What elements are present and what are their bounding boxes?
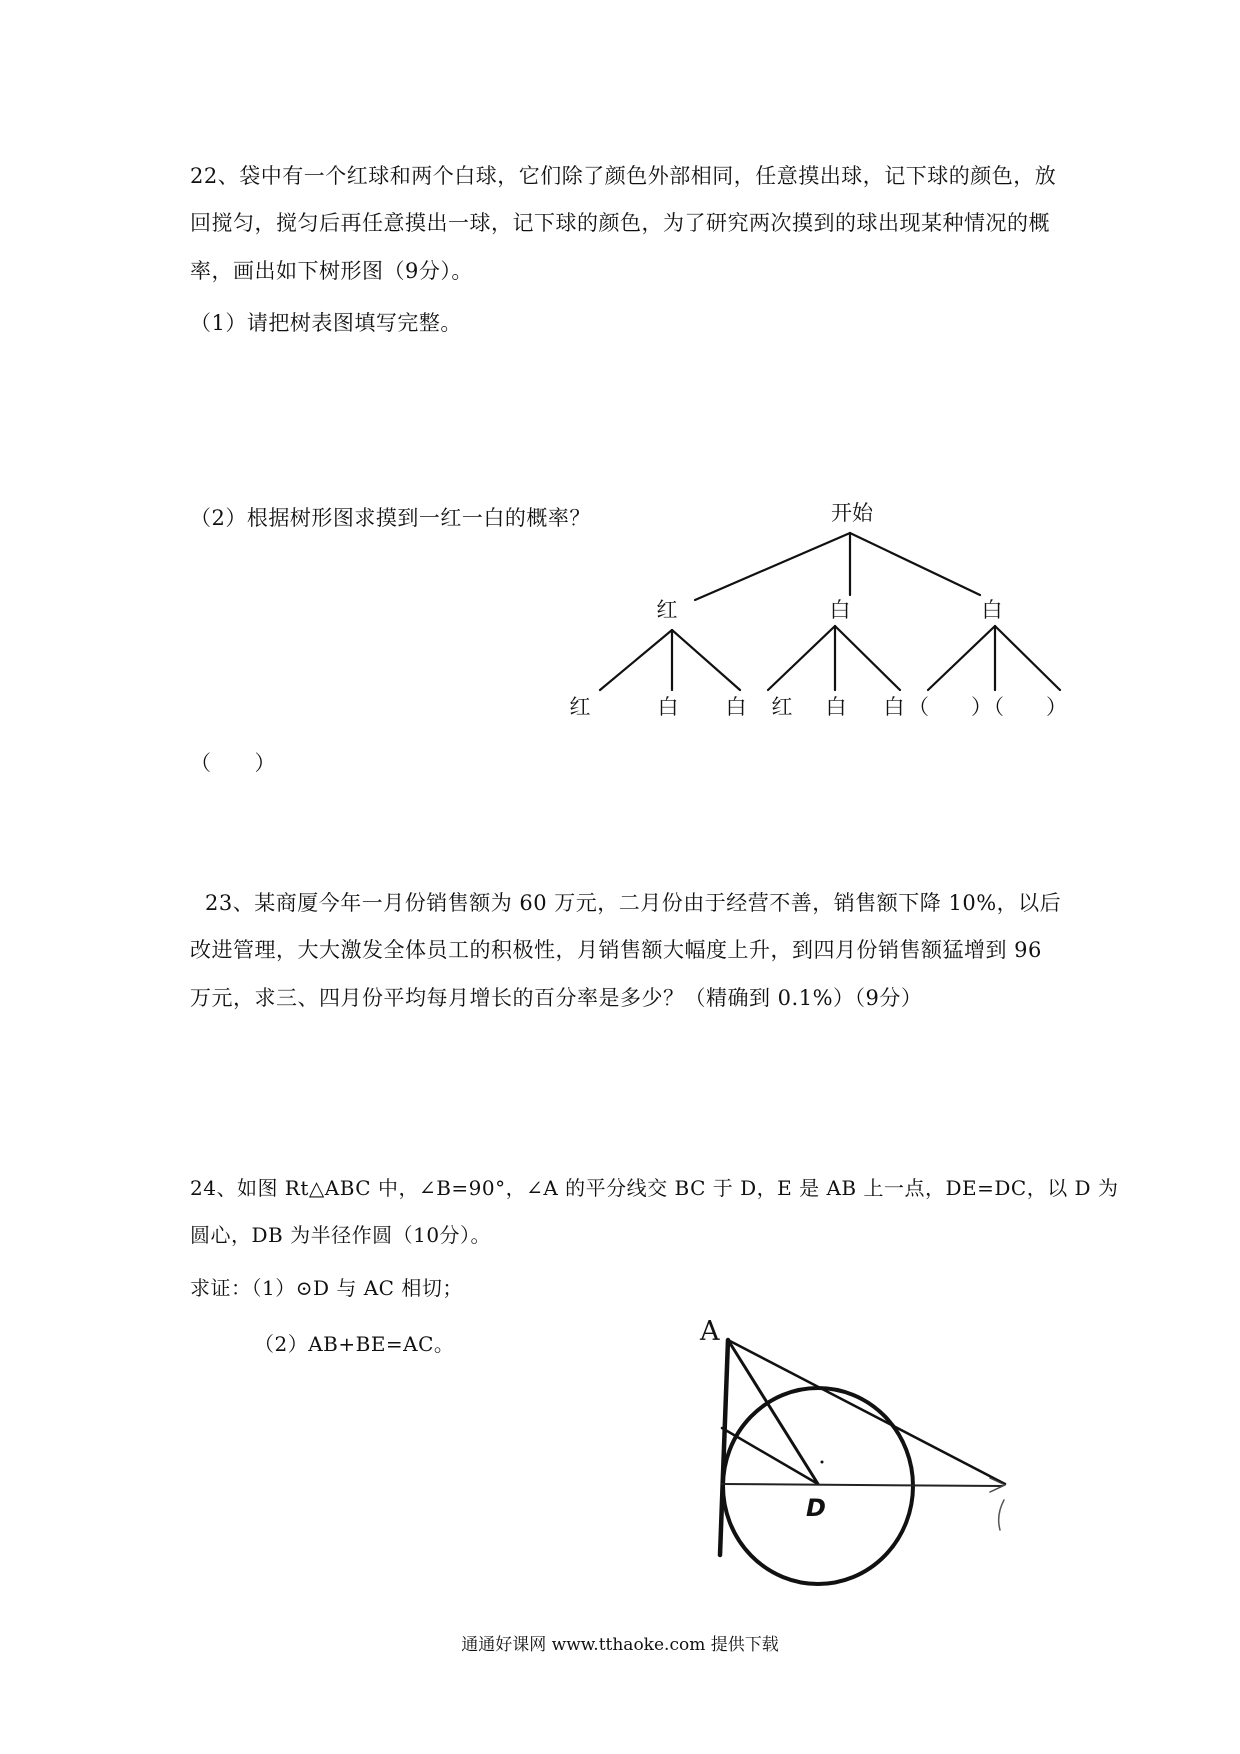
segment-bc <box>722 1484 1002 1486</box>
tree-level2-item: 白 <box>657 695 679 719</box>
tree-level2-blank: （ ） <box>983 695 1067 719</box>
q22-answer-blank: （ ） <box>190 751 276 775</box>
q22-line-3: 率，画出如下树形图（9分）。 <box>190 259 473 283</box>
q22-line-1: 22、袋中有一个红球和两个白球，它们除了颜色外部相同，任意摸出球，记下球的颜色，放 <box>190 164 1057 188</box>
tree-level1-item: 白 <box>981 598 1003 622</box>
tree-root: 开始 <box>831 501 873 525</box>
tree-level2-item: 白 <box>883 695 905 719</box>
q24-line-1: 24、如图 Rt△ABC 中，∠B=90°，∠A 的平分线交 BC 于 D，E 是 AB 上一点，DE=DC，以 D 为 <box>190 1176 1119 1200</box>
q23-line-3: 万元，求三、四月份平均每月增长的百分率是多少？（精确到 0.1%）（9分） <box>190 986 923 1010</box>
q22-part-2: （2）根据树形图求摸到一红一白的概率？ <box>190 506 591 530</box>
tree-level2-item: 红 <box>771 695 793 719</box>
tree-level1-item: 白 <box>829 598 851 622</box>
point-c-mark <box>999 1500 1004 1530</box>
tree-level1-item: 红 <box>656 598 678 622</box>
tree-level2-item: 白 <box>825 695 847 719</box>
q22-part-1: （1）请把树表图填写完整。 <box>190 311 462 335</box>
tree-level2-blank: （ ） <box>908 695 992 719</box>
page-footer: 通通好课网 www.tthaoke.com 提供下载 <box>461 1635 779 1655</box>
q24-part-1: 求证：（1）⊙D 与 AC 相切； <box>190 1276 463 1300</box>
label-d: D <box>806 1494 826 1522</box>
q22-line-2: 回搅匀，搅匀后再任意摸出一球，记下球的颜色，为了研究两次摸到的球出现某种情况的概 <box>190 211 1050 235</box>
q24-line-2: 圆心，DB 为半径作圆（10分）。 <box>190 1223 492 1247</box>
q23-line-1: 23、某商厦今年一月份销售额为 60 万元，二月份由于经营不善，销售额下降 10%，以后 <box>205 891 1062 915</box>
q23-line-2: 改进管理，大大激发全体员工的积极性，月销售额大幅度上升，到四月份销售额猛增到 96 <box>190 938 1042 962</box>
segment-ab <box>720 1340 728 1555</box>
q24-part-2: （2）AB+BE=AC。 <box>254 1332 455 1356</box>
label-a: A <box>700 1316 720 1347</box>
tree-level2-item: 红 <box>569 695 591 719</box>
segment-ed <box>722 1428 818 1484</box>
segment-ad <box>728 1340 818 1484</box>
segment-ac <box>728 1340 1005 1484</box>
tree-level2-item: 白 <box>725 695 747 719</box>
dot-mark <box>821 1461 824 1464</box>
